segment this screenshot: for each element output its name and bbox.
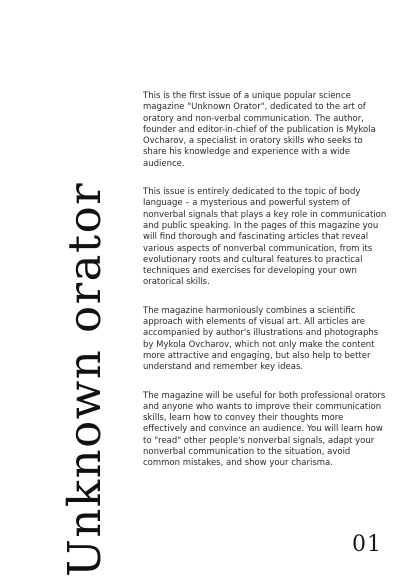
- page-number: 01: [352, 532, 382, 557]
- magazine-title: Unknown orator: [58, 181, 111, 577]
- intro-text: [143, 91, 388, 487]
- vertical-title-container: [56, 110, 111, 580]
- paragraph-4: The magazine will be useful for both professional orators and anyone who wants to improve their communication skills, learn how to convey their thoughts more effectively and convince an audience. You will learn how to "read" other people's nonverbal signals, adapt your nonverbal communication to the situation, avoid common mistakes, and show your charisma.: [143, 390, 386, 469]
- paragraph-1: This is the first issue of a unique popular science magazine "Unknown Orator", dedicated to the art of oratory and non-verbal communication. The author, founder and editor-in-chief of the publication is Mykola Ovcharov, a specialist in oratory skills who seeks to share his knowledge and experience with a wide audience.: [143, 91, 376, 169]
- paragraph-2: This issue is entirely dedicated to the topic of body language – a mysterious and powerful system of nonverbal signals that plays a key role in communication and public speaking. In the pages of this magazine you will find thorough and fascinating articles that reveal various aspects of nonverbal communication, from its evolutionary roots and cultural features to practical techniques and exercises for developing your own oratorical skills.: [143, 187, 387, 288]
- paragraph-3: The magazine harmoniously combines a scientific approach with elements of visual art. All articles are accompanied by author's illustrations and photographs by Mykola Ovcharov, which not only make the content more attractive and engaging, but also help to better understand and remember key ideas.: [143, 305, 379, 373]
